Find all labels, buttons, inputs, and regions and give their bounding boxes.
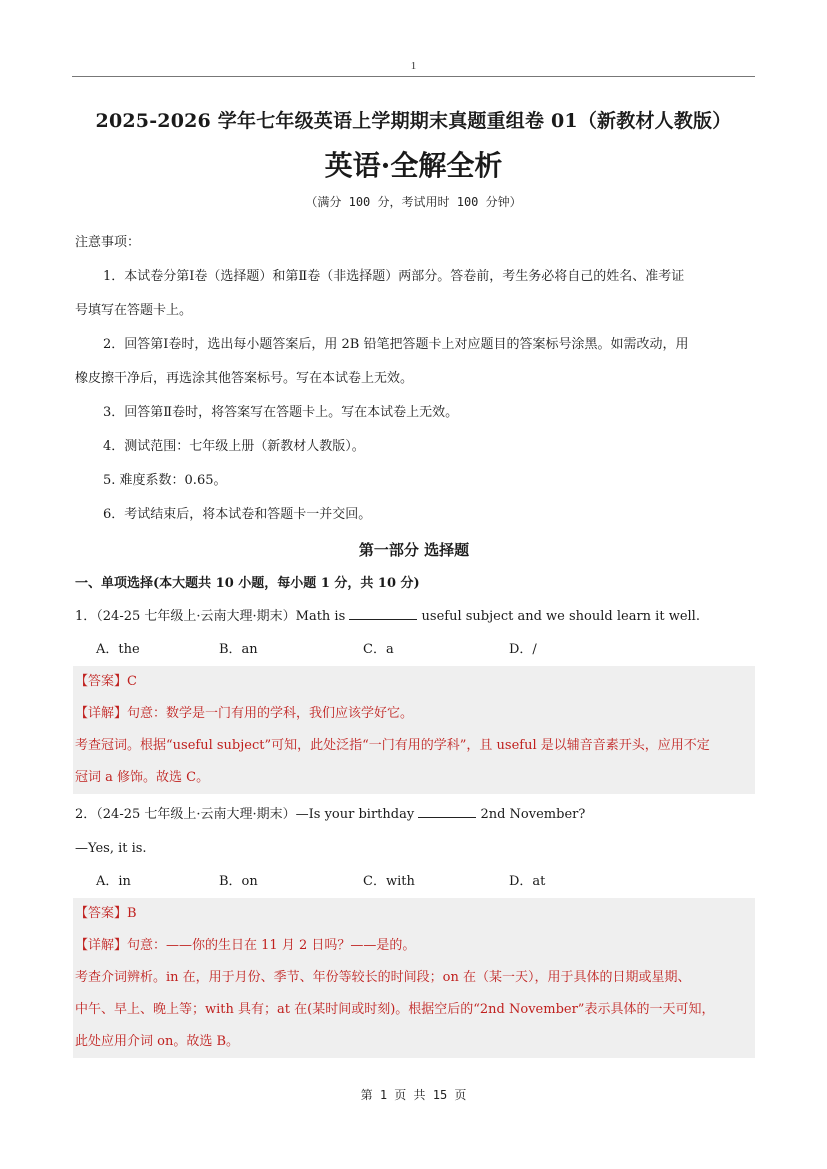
option-d: D．/ bbox=[509, 642, 537, 657]
notice-item-1-line-1: 1．本试卷分第Ⅰ卷（选择题）和第Ⅱ卷（非选择题）两部分。答卷前，考生务必将自己的姓名、准考证 bbox=[103, 269, 685, 284]
document-body bbox=[75, 226, 753, 1062]
detail-text: 句意：数学是一门有用的学科，我们应该学好它。 bbox=[127, 706, 414, 721]
detail-label: 【详解】 bbox=[75, 938, 128, 953]
question-1-options bbox=[75, 634, 753, 666]
header-rule bbox=[72, 76, 755, 77]
page-footer: 第 1 页 共 15 页 bbox=[360, 1088, 467, 1102]
part-heading: 第一部分 选择题 bbox=[358, 541, 470, 559]
question-2-answer: 【答案】B bbox=[75, 906, 137, 921]
question-2-answer-box bbox=[73, 898, 755, 1058]
notice-item-2-line-2: 橡皮擦干净后，再选涂其他答案标号。写在本试卷上无效。 bbox=[75, 371, 414, 386]
detail-text: 句意：——你的生日在 11 月 2 日吗？——是的。 bbox=[127, 938, 416, 953]
notice-item-2-line-1: 2．回答第Ⅰ卷时，选出每小题答案后，用 2B 铅笔把答题卡上对应题目的答案标号涂黑。如需改动，用 bbox=[103, 337, 689, 352]
document-title: 2025-2026 学年七年级英语上学期期末真题重组卷 01（新教材人教版） bbox=[95, 110, 732, 132]
question-1-answer: 【答案】C bbox=[75, 674, 137, 689]
question-1-detail-line-2: 考查冠词。根据“useful subject”可知，此处泛指“一门有用的学科”，且 useful 是以辅音音素开头，应用不定 bbox=[75, 738, 710, 753]
option-b: B．an bbox=[219, 642, 258, 657]
question-1-detail-line-3: 冠词 a 修饰。故选 C。 bbox=[75, 770, 210, 785]
score-note: （满分 100 分，考试用时 100 分钟） bbox=[305, 195, 522, 209]
detail-label: 【详解】 bbox=[75, 706, 128, 721]
option-a: A．in bbox=[96, 874, 131, 889]
notice-item-6: 6．考试结束后，将本试卷和答题卡一并交回。 bbox=[103, 507, 372, 522]
section-title: 一、单项选择(本大题共 10 小题，每小题 1 分，共 10 分) bbox=[75, 576, 420, 591]
question-2-detail-line-1 bbox=[75, 930, 755, 962]
question-1-stem-after: useful subject and we should learn it well. bbox=[417, 609, 700, 624]
question-2-stem-line-2: —Yes, it is. bbox=[75, 841, 147, 856]
question-2-detail-line-2: 考查介词辨析。in 在，用于月份、季节、年份等较长的时间段；on 在（某一天），用于具体的日期或星期、 bbox=[75, 970, 691, 985]
notice-item-3: 3．回答第Ⅱ卷时，将答案写在答题卡上。写在本试卷上无效。 bbox=[103, 405, 459, 420]
option-d: D．at bbox=[509, 874, 546, 889]
notice-item-1-line-2: 号填写在答题卡上。 bbox=[75, 303, 193, 318]
option-c: C．a bbox=[363, 642, 394, 657]
answer-blank bbox=[418, 805, 476, 818]
option-c: C．with bbox=[363, 874, 415, 889]
question-2-detail-line-3: 中午、早上、晚上等；with 具有；at 在(某时间或时刻)。根据空后的“2nd November”表示具体的一天可知， bbox=[75, 1002, 715, 1017]
notice-item-5: 5. 难度系数：0.65。 bbox=[103, 473, 227, 488]
question-1-stem-before: 1．（24-25 七年级上·云南大理·期末）Math is bbox=[75, 609, 350, 624]
notice-heading: 注意事项： bbox=[75, 235, 141, 250]
question-1-stem bbox=[75, 600, 753, 634]
question-2-options bbox=[75, 866, 753, 898]
question-1-answer-box bbox=[73, 666, 755, 794]
notice-item-4: 4．测试范围：七年级上册（新教材人教版）。 bbox=[103, 439, 365, 454]
option-a: A．the bbox=[96, 642, 140, 657]
document-subtitle: 英语·全解全析 bbox=[324, 149, 503, 182]
header-page-number: 1 bbox=[410, 60, 417, 72]
question-2-stem-before: 2．（24-25 七年级上·云南大理·期末）—Is your birthday bbox=[75, 807, 419, 822]
answer-blank bbox=[349, 607, 417, 620]
question-1-detail-line-1 bbox=[75, 698, 755, 730]
question-2-stem bbox=[75, 798, 753, 832]
question-2-detail-line-4: 此处应用介词 on。故选 B。 bbox=[75, 1034, 240, 1049]
option-b: B．on bbox=[219, 874, 258, 889]
question-2-stem-after: 2nd November? bbox=[476, 807, 586, 822]
